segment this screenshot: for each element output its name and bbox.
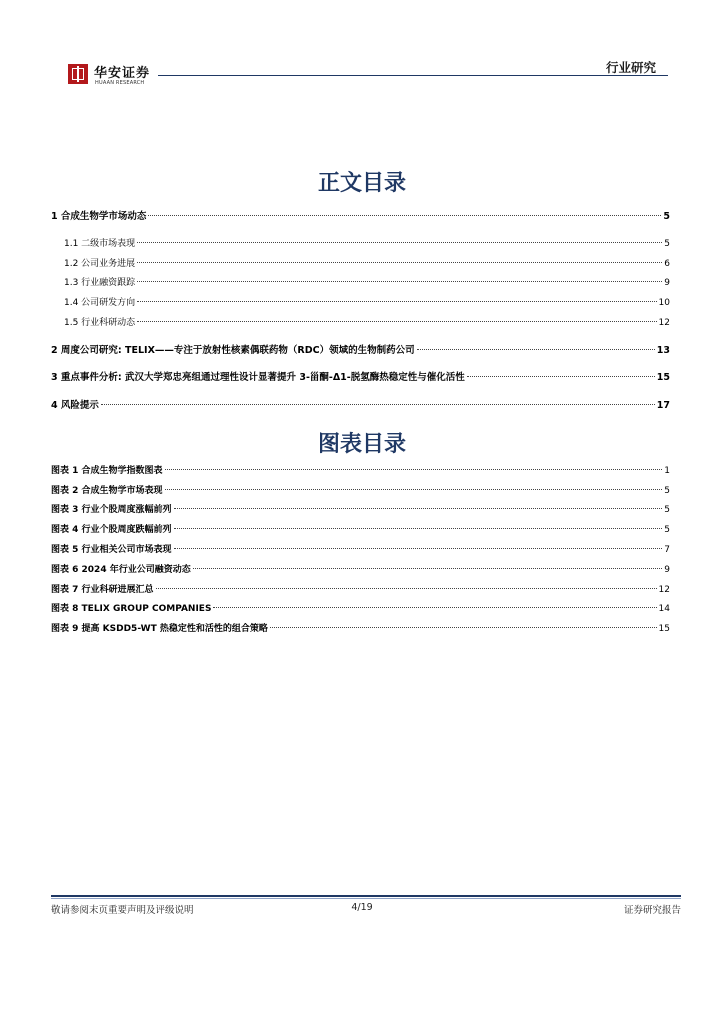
figure-entry-text: 图表 9 提高 KSDD5-WT 热稳定性和活性的组合策略 bbox=[51, 624, 268, 634]
figure-entry[interactable] bbox=[51, 502, 670, 518]
toc-entry-page: 17 bbox=[656, 400, 670, 411]
figure-entry-text: 图表 6 2024 年行业公司融资动态 bbox=[51, 565, 191, 575]
logo-wordmark: 华安证券 bbox=[94, 66, 151, 81]
leader-dots bbox=[165, 489, 663, 490]
leader-dots bbox=[165, 469, 663, 470]
figure-entry-text: 图表 4 行业个股周度跌幅前列 bbox=[51, 525, 172, 535]
toc-entry-page: 10 bbox=[658, 298, 670, 308]
figure-entry-page: 1 bbox=[664, 466, 670, 476]
huaan-logo-icon bbox=[68, 64, 88, 84]
toc-entry-page: 9 bbox=[664, 278, 670, 288]
figure-entry-page: 5 bbox=[664, 505, 670, 515]
figure-entry[interactable] bbox=[51, 463, 670, 479]
figure-entry[interactable] bbox=[51, 522, 670, 538]
footer-divider-thin bbox=[51, 898, 681, 899]
figure-entry[interactable] bbox=[51, 621, 670, 637]
leader-dots bbox=[148, 215, 661, 216]
toc-entry[interactable] bbox=[64, 236, 670, 252]
leader-dots bbox=[417, 349, 655, 350]
leader-dots bbox=[137, 281, 662, 282]
toc-entry-text: 3 重点事件分析: 武汉大学郑忠亮组通过理性设计显著提升 3-甾酮-Δ1-脱氢酶热稳定性与催化活性 bbox=[51, 372, 465, 383]
figure-entry[interactable] bbox=[51, 483, 670, 499]
figure-entry-text: 图表 7 行业科研进展汇总 bbox=[51, 585, 154, 595]
leader-dots bbox=[137, 321, 656, 322]
leader-dots bbox=[137, 301, 656, 302]
toc-entry-text: 4 风险提示 bbox=[51, 400, 99, 411]
toc-entry-page: 12 bbox=[658, 318, 670, 328]
figure-entry-text: 图表 1 合成生物学指数图表 bbox=[51, 466, 163, 476]
figure-entry-page: 5 bbox=[664, 486, 670, 496]
toc-entry[interactable] bbox=[51, 342, 670, 358]
figure-entry-text: 图表 3 行业个股周度涨幅前列 bbox=[51, 505, 172, 515]
toc-entry-page: 5 bbox=[664, 239, 670, 249]
toc-entry-page: 13 bbox=[656, 345, 670, 356]
figures-title: 图表目录 bbox=[317, 431, 406, 457]
leader-dots bbox=[137, 262, 662, 263]
figure-entry-page: 15 bbox=[658, 624, 670, 634]
toc-entry[interactable] bbox=[64, 256, 670, 272]
logo-subtitle: HUAAN RESEARCH bbox=[95, 80, 145, 86]
figure-entry-text: 图表 2 合成生物学市场表现 bbox=[51, 486, 163, 496]
leader-dots bbox=[156, 588, 657, 589]
toc-entry-text: 1.3 行业融资跟踪 bbox=[64, 278, 136, 288]
toc-entry[interactable] bbox=[51, 397, 670, 413]
report-category: 行业研究 bbox=[605, 60, 656, 75]
leader-dots bbox=[174, 548, 663, 549]
page-header bbox=[0, 0, 724, 90]
page-number: 4/19 bbox=[351, 902, 373, 913]
toc-entry[interactable] bbox=[64, 295, 670, 311]
toc-entry-text: 1.4 公司研发方向 bbox=[64, 298, 136, 308]
figure-entry-text: 图表 5 行业相关公司市场表现 bbox=[51, 545, 172, 555]
header-divider bbox=[158, 75, 668, 76]
figure-entry[interactable] bbox=[51, 562, 670, 578]
figure-entry[interactable] bbox=[51, 601, 670, 617]
toc-entry-text: 2 周度公司研究: TELIX——专注于放射性核素偶联药物（RDC）领域的生物制药公司 bbox=[51, 345, 415, 356]
leader-dots bbox=[137, 242, 662, 243]
toc-title: 正文目录 bbox=[317, 170, 406, 196]
toc-entry[interactable] bbox=[51, 369, 670, 385]
leader-dots bbox=[193, 568, 663, 569]
footer-disclaimer: 敬请参阅末页重要声明及评级说明 bbox=[51, 905, 194, 916]
leader-dots bbox=[101, 404, 655, 405]
toc-entry-text: 1.2 公司业务进展 bbox=[64, 259, 136, 269]
toc-entry-text: 1 合成生物学市场动态 bbox=[51, 211, 147, 222]
toc-entry-text: 1.1 二级市场表现 bbox=[64, 239, 136, 249]
leader-dots bbox=[213, 607, 656, 608]
footer-report-type: 证券研究报告 bbox=[623, 905, 681, 916]
figure-entry-page: 14 bbox=[658, 604, 670, 614]
toc-entry-page: 15 bbox=[656, 372, 670, 383]
figure-entry-page: 12 bbox=[658, 585, 670, 595]
footer-divider bbox=[51, 895, 681, 897]
toc-entry[interactable] bbox=[64, 275, 670, 291]
leader-dots bbox=[174, 508, 663, 509]
figure-entry[interactable] bbox=[51, 582, 670, 598]
figure-entry-page: 9 bbox=[664, 565, 670, 575]
figure-entry-page: 7 bbox=[664, 545, 670, 555]
toc-entry-text: 1.5 行业科研动态 bbox=[64, 318, 136, 328]
toc-entry-page: 5 bbox=[663, 211, 670, 222]
figure-entry-text: 图表 8 TELIX GROUP COMPANIES bbox=[51, 604, 212, 614]
leader-dots bbox=[467, 376, 655, 377]
figure-entry[interactable] bbox=[51, 542, 670, 558]
toc-entry-page: 6 bbox=[664, 259, 670, 269]
toc-entry[interactable] bbox=[51, 208, 670, 224]
leader-dots bbox=[270, 627, 657, 628]
leader-dots bbox=[174, 528, 663, 529]
toc-entry[interactable] bbox=[64, 315, 670, 331]
figure-entry-page: 5 bbox=[664, 525, 670, 535]
